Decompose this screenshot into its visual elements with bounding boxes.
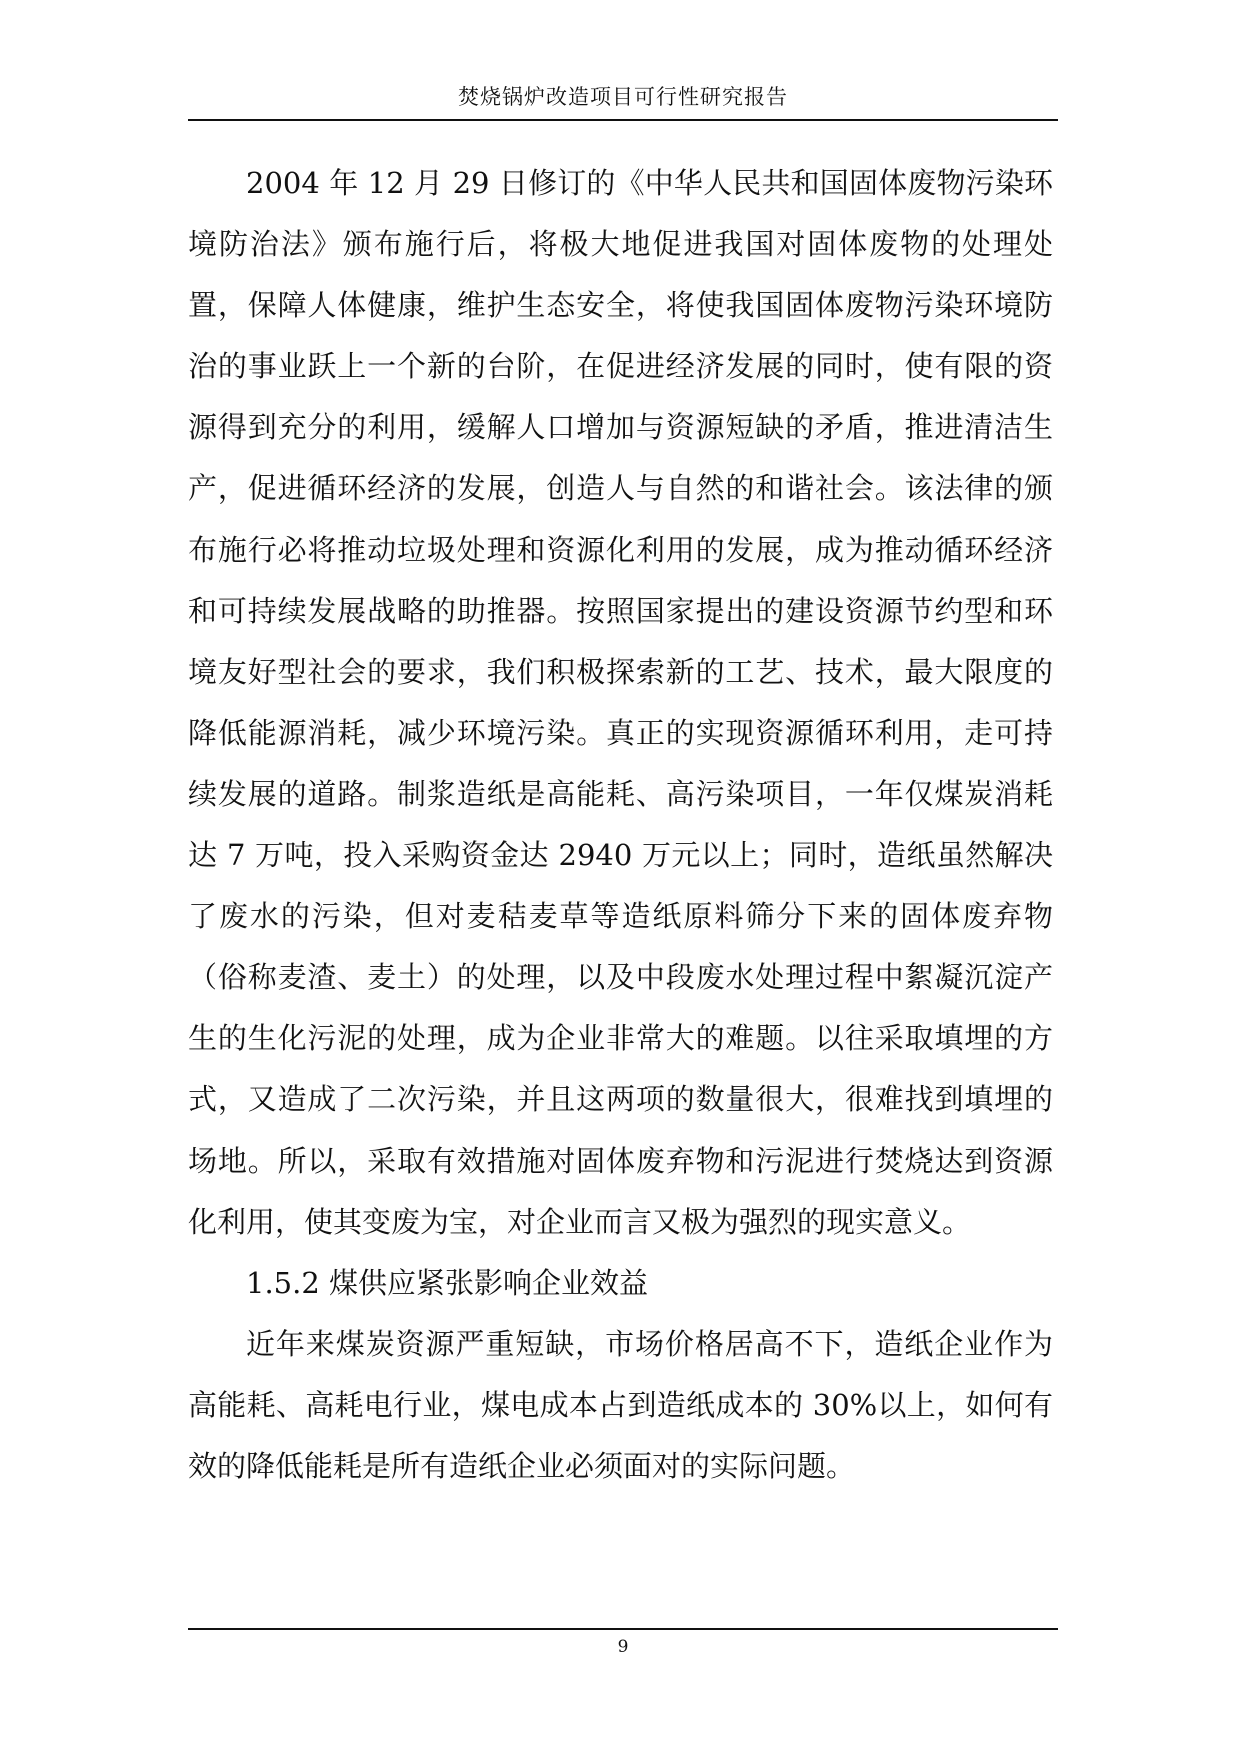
paragraph-solid-waste-law: 2004 年 12 月 29 日修订的《中华人民共和国固体废物污染环境防治法》颁布施行后，将极大地促进我国对固体废物的处理处置，保障人体健康，维护生态安全，将使我国固体废物污染环境防治的事业跃上一个新的台阶，在促进经济发展的同时，使有限的资源得到充分的利用，缓解人口增加与资源短缺的矛盾，推进清洁生产，促进循环经济的发展，创造人与自然的和谐社会。该法律的颁布施行必将推动垃圾处理和资源化利用的发展，成为推动循环经济和可持续发展战略的助推器。按照国家提出的建设资源节约型和环境友好型社会的要求，我们积极探索新的工艺、技术，最大限度的降低能源消耗，减少环境污染。真正的实现资源循环利用，走可持续发展的道路。制浆造纸是高能耗、高污染项目，一年仅煤炭消耗达 7 万吨，投入采购资金达 2940 万元以上；同时，造纸虽然解决了废水的污染，但对麦秸麦草等造纸原料筛分下来的固体废弃物（俗称麦渣、麦土）的处理，以及中段废水处理过程中絮凝沉淀产生的生化污泥的处理，成为企业非常大的难题。以往采取填埋的方式，又造成了二次污染，并且这两项的数量很大，很难找到填埋的场地。所以，采取有效措施对固体废弃物和污泥进行焚烧达到资源化利用，使其变废为宝，对企业而言又极为强烈的现实意义。 — [188, 166, 1053, 1239]
main-text — [188, 153, 1053, 1497]
running-header: 焚烧锅炉改造项目可行性研究报告 — [458, 85, 788, 109]
header-divider — [188, 119, 1058, 121]
footer-divider — [188, 1628, 1058, 1630]
paragraph-coal-shortage: 近年来煤炭资源严重短缺，市场价格居高不下，造纸企业作为高能耗、高耗电行业，煤电成本占到造纸成本的 30%以上，如何有效的降低能耗是所有造纸企业必须面对的实际问题。 — [188, 1326, 1053, 1483]
page-number: 9 — [617, 1637, 629, 1657]
section-heading: 1.5.2 煤供应紧张影响企业效益 — [246, 1265, 649, 1300]
